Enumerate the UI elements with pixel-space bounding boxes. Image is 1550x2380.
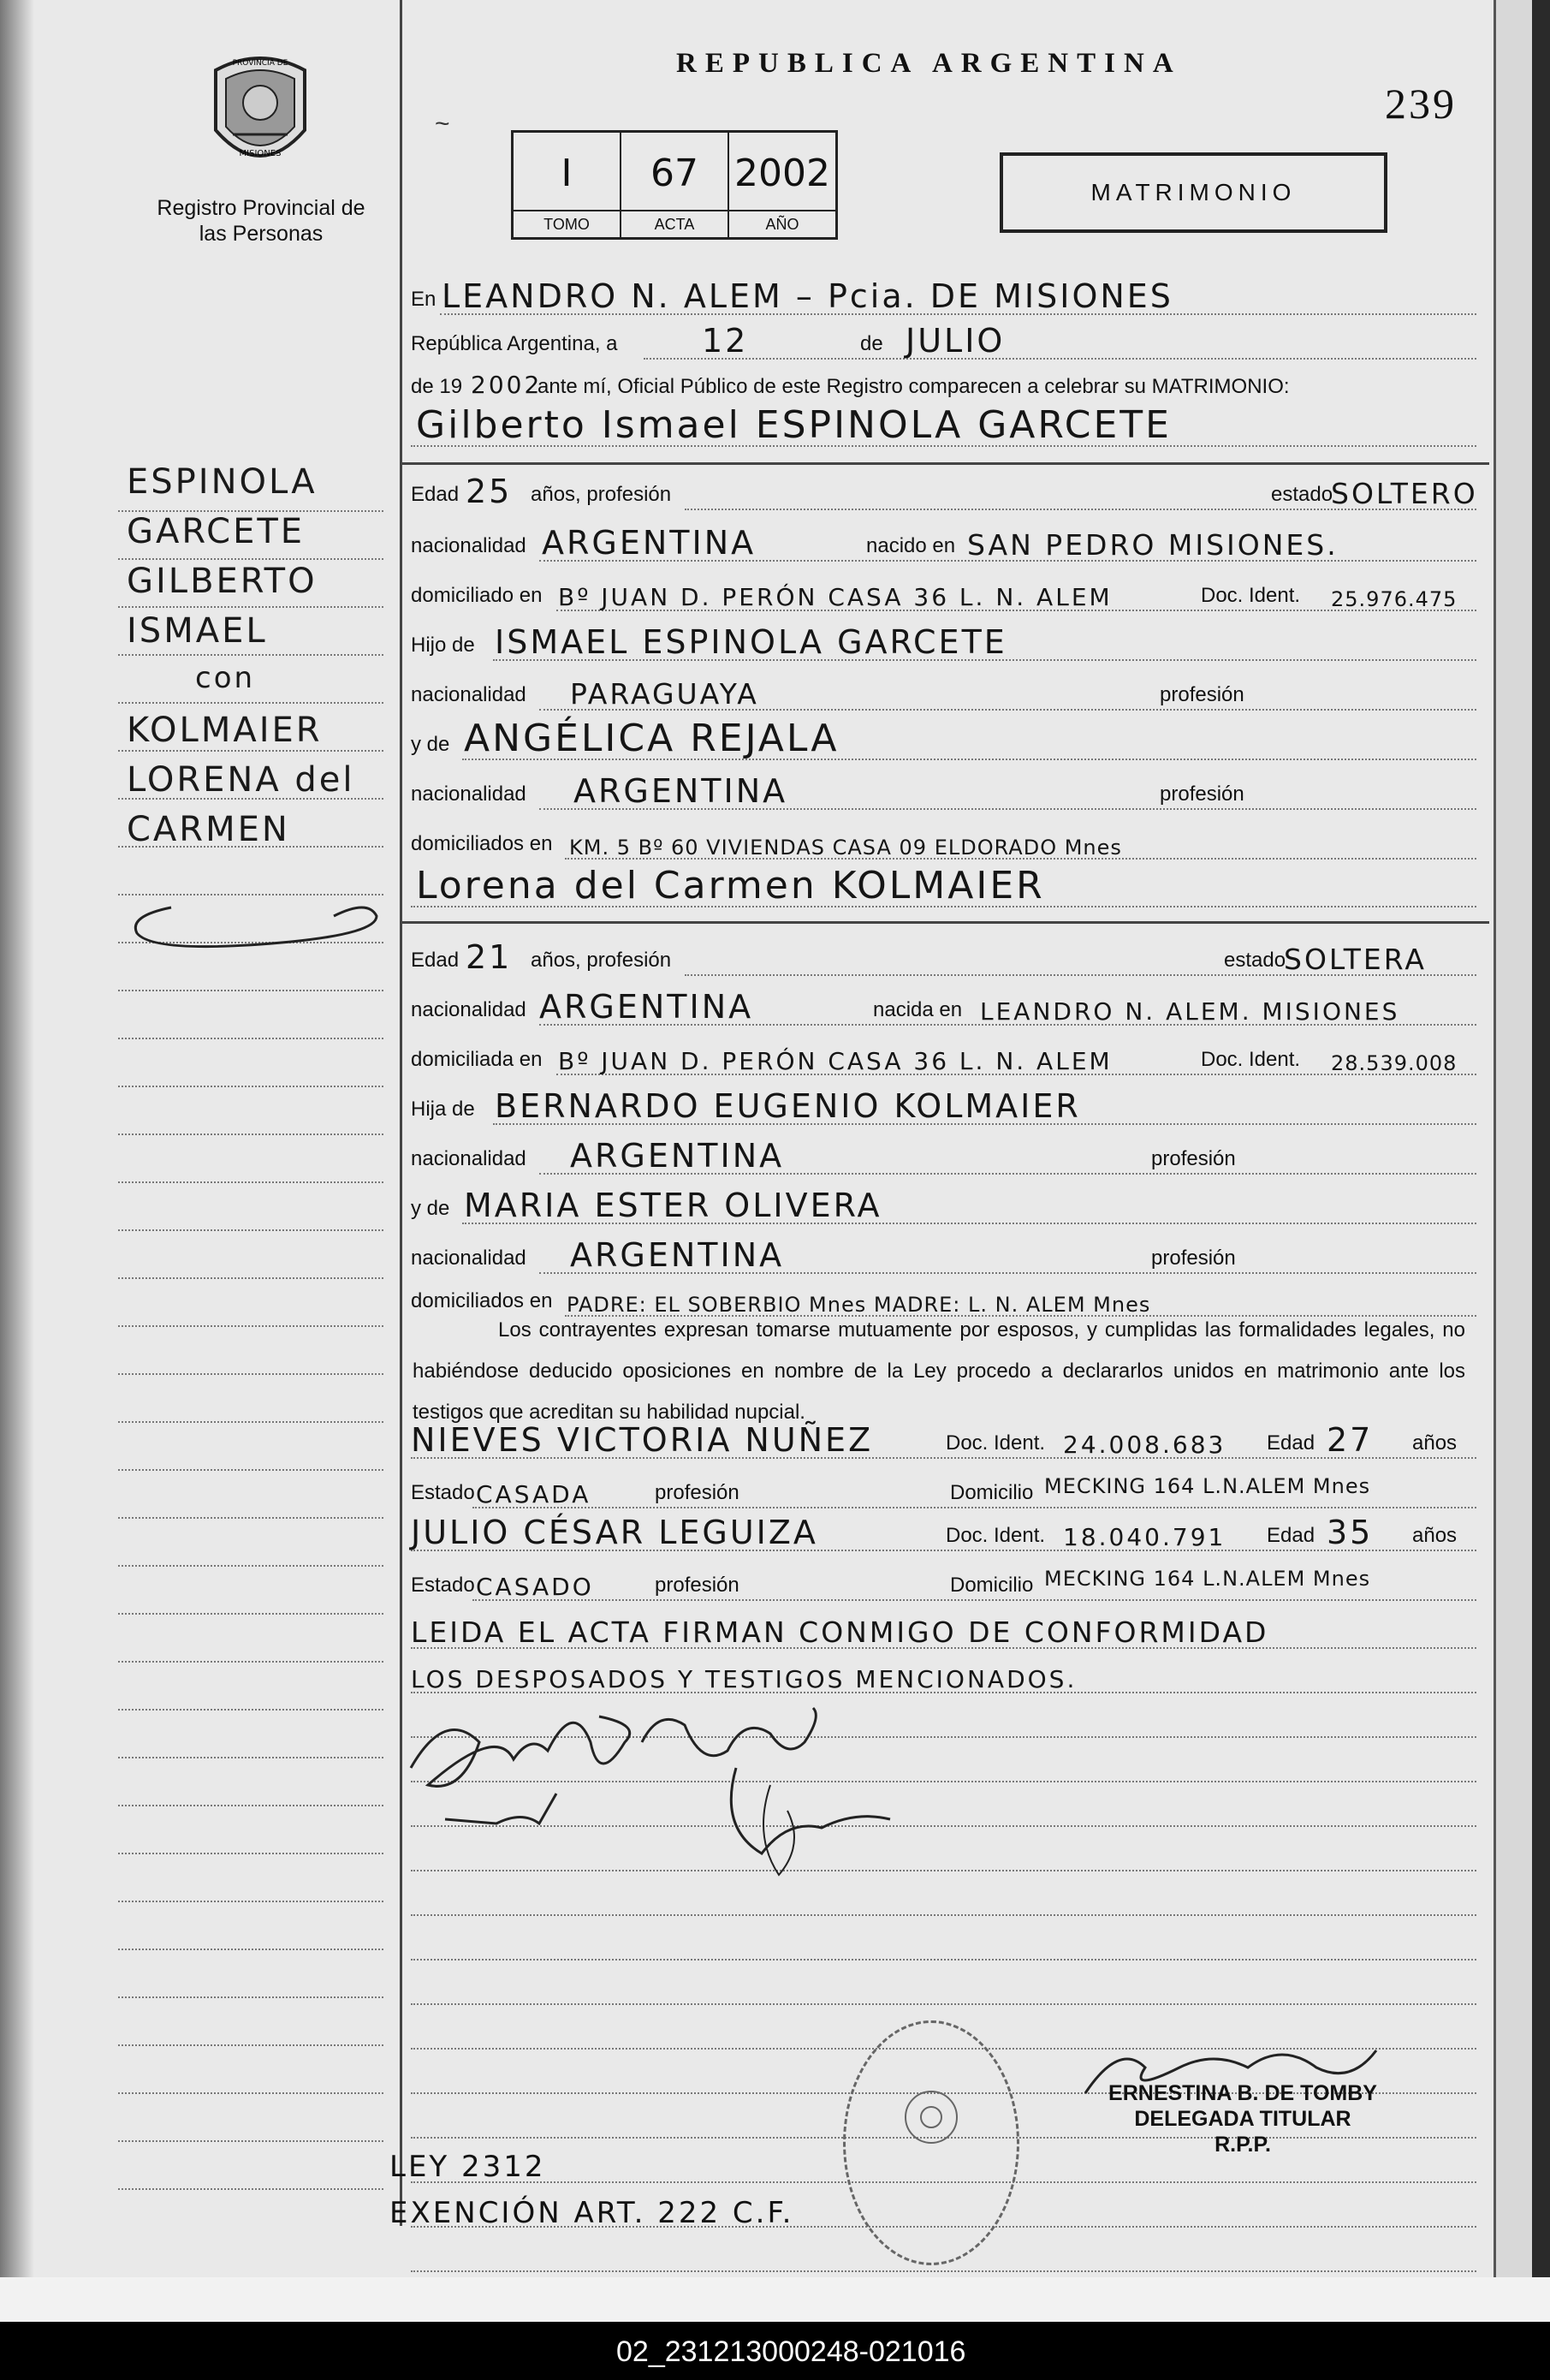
year-prefix: de 19 [411,375,463,398]
groom-father-row [411,618,1476,666]
country-title: REPUBLICA ARGENTINA [676,48,1182,79]
witness1-profesion-label: profesión [655,1481,739,1504]
law-note [389,2144,793,2236]
record-id-box [511,130,838,240]
bride-mother-nat-row [411,1231,1476,1279]
witness1-estado: CASADA [476,1480,591,1508]
witness1-doc-label: Doc. Ident. [946,1431,1046,1455]
witness1-doc: 24.008.683 [1063,1431,1226,1459]
ano-cell [729,133,835,237]
ano-label: AÑO [729,210,835,237]
witness2-row [411,1508,1476,1556]
bride-profesion-label: profesión [1151,1147,1236,1170]
groom-age-row [411,467,1476,515]
witness1-detail-row [411,1466,1476,1514]
closing-line-1: LEIDA EL ACTA FIRMAN CONMIGO DE CONFORMIDAD [411,1615,1269,1649]
groom-father-nat-row [411,668,1476,716]
margin-line-3: GILBERTO [127,562,318,601]
nacido-label: nacido en [866,534,956,557]
margin-line-5: con [195,661,256,695]
witness2-name: JULIO CÉSAR LEGUIZA [411,1514,818,1551]
nacida-label: nacida en [873,998,963,1021]
witness2-detail-row [411,1558,1476,1606]
declaration-text: Los contrayentes expresan tomarse mutuamente por esposos, y cumplidas las formalidades legales, no habiéndose deducido oposiciones en nombre de la Ley procedo a declararlos unidos en matrimonio ante los testigos que acreditan su habilidad nupcial. [413,1318,1465,1424]
margin-flourish [120,890,394,959]
witness2-doc: 18.040.791 [1063,1523,1226,1551]
bride-yde-label: y de [411,1197,450,1220]
groom-edad: 25 [466,473,513,510]
bride-mother-nac-label: nacionalidad [411,1247,526,1270]
closing-row-1 [411,1606,1476,1654]
witness2-estado-label: Estado [411,1574,475,1597]
bride-mother-row [411,1181,1476,1229]
father-nac-label: nacionalidad [411,683,526,706]
groom-parents-dom-row [411,817,1476,865]
witness1-edad: 27 [1327,1421,1374,1459]
acta-value: 67 [650,152,698,195]
closing-line-2: LOS DESPOSADOS Y TESTIGOS MENCIONADOS. [411,1665,1078,1693]
hija-label: Hija de [411,1098,475,1121]
intro-row [411,360,1476,408]
groom-mother-nac: ARGENTINA [573,772,788,810]
witness2-edad-label: Edad [1267,1524,1315,1547]
anos-profesion-label: años, profesión [531,483,672,506]
witness1-domicilio: MECKING 164 L.N.ALEM Mnes [1044,1474,1371,1498]
record-type-box: MATRIMONIO [1000,152,1387,233]
acta-label: ACTA [621,210,727,237]
bride-mother: MARIA ESTER OLIVERA [464,1187,882,1224]
witness2-domicilio-label: Domicilio [950,1574,1034,1597]
groom-nacionalidad: ARGENTINA [542,524,757,562]
groom-doc: 25.976.475 [1331,587,1458,611]
yde-label: y de [411,733,450,756]
mother-nac-label: nacionalidad [411,782,526,806]
crest-text-bottom: MISIONES [239,149,282,158]
groom-father: ISMAEL ESPINOLA GARCETE [495,623,1007,661]
page-edge [1494,0,1532,2277]
bride-age-row [411,933,1476,981]
witness2-domicilio: MECKING 164 L.N.ALEM Mnes [1044,1567,1371,1591]
estado-label: estado [1271,483,1333,506]
bride-nacionalidad: ARGENTINA [539,988,754,1026]
official-org: R.P.P. [1214,2133,1271,2157]
official-seal [843,2020,1019,2265]
bride-domicilio: Bº JUAN D. PERÓN CASA 36 L. N. ALEM [558,1047,1113,1075]
caption-bar [0,2322,1550,2380]
groom-mother: ANGÉLICA REJALA [464,717,840,760]
bride-nacionalidad-label: nacionalidad [411,998,526,1021]
law-note-line-2: EXENCIÓN ART. 222 C.F. [389,2196,794,2230]
witness1-anos-label: años [1412,1431,1458,1455]
margin-line-8: CARMEN [127,810,290,849]
binding-shadow [0,0,34,2277]
witness2-anos-label: años [1412,1524,1458,1547]
registry-name: Registro Provincial de las Personas [157,196,365,246]
page-number: 239 [1385,80,1457,128]
acta-cell [621,133,729,237]
party-signatures [377,1691,976,1896]
bride-estado: SOLTERA [1284,943,1427,976]
declaration-paragraph [413,1310,1465,1433]
domicilio-label: domiciliado en [411,584,543,607]
groom-parents-dom: KM. 5 Bº 60 VIVIENDAS CASA 09 ELDORADO Mnes [569,836,1122,860]
bride-parents-dom-label: domiciliados en [411,1289,553,1312]
groom-estado: SOLTERO [1331,477,1478,510]
profesion-label-2: profesión [1160,782,1244,806]
law-note-line-1: LEY 2312 [389,2150,546,2184]
year-value: 2002 [471,371,543,399]
witness2-profesion-label: profesión [655,1574,739,1597]
day-value: 12 [702,322,749,360]
bride-domicilio-label: domiciliada en [411,1048,543,1071]
margin-line-7: LORENA del [127,760,355,800]
bride-nacida: LEANDRO N. ALEM. MISIONES [980,997,1400,1026]
place-row [411,272,1476,320]
bride-profesion-label-2: profesión [1151,1247,1236,1270]
republic-label: República Argentina, a [411,332,618,355]
groom-father-nac: PARAGUAYA [570,677,759,711]
handwritten-mark: ~ [435,110,450,138]
bride-name-row [411,865,1476,913]
groom-mother-row [411,717,1476,765]
hijo-label: Hijo de [411,634,475,657]
bride-domicile-row [411,1032,1476,1080]
witness2-edad: 35 [1327,1514,1374,1551]
en-label: En [411,288,436,311]
bride-parents-dom: PADRE: EL SOBERBIO Mnes MADRE: L. N. ALEM Mnes [567,1293,1151,1317]
doc-label: Doc. Ident. [1201,584,1301,607]
bride-mother-nac: ARGENTINA [570,1236,785,1274]
month-value: JULIO [906,322,1006,360]
official-title: DELEGADA TITULAR [1134,2107,1351,2131]
tomo-value: I [561,152,573,195]
margin-line-6: KOLMAIER [127,711,323,750]
groom-name: Gilberto Ismael ESPINOLA GARCETE [416,403,1172,447]
groom-domicilio: Bº JUAN D. PERÓN CASA 36 L. N. ALEM [558,583,1113,611]
edad-label: Edad [411,483,460,506]
bride-name: Lorena del Carmen KOLMAIER [416,864,1045,907]
witness1-row [411,1416,1476,1464]
tomo-label: TOMO [514,210,620,237]
witness1-estado-label: Estado [411,1481,475,1504]
seal-crest-icon [846,2074,1017,2171]
bride-father-nac-label: nacionalidad [411,1147,526,1170]
witness1-name: NIEVES VICTORIA NUÑEZ [411,1421,874,1459]
profesion-label: profesión [1160,683,1244,706]
bride-father-nat-row [411,1132,1476,1180]
nacionalidad-label: nacionalidad [411,534,526,557]
intro-text: ante mí, Oficial Público de este Registro comparecen a celebrar su MATRIMONIO: [537,375,1290,398]
bride-father-row [411,1082,1476,1130]
bride-father: BERNARDO EUGENIO KOLMAIER [495,1087,1081,1125]
groom-domicile-row [411,568,1476,616]
bride-edad-label: Edad [411,949,460,972]
witness2-doc-label: Doc. Ident. [946,1524,1046,1547]
official-block [1072,2080,1414,2157]
place-value: LEANDRO N. ALEM – Pcia. DE MISIONES [442,277,1173,315]
province-crest-icon [207,53,313,173]
bride-anos-profesion: años, profesión [531,949,672,972]
ano-value: 2002 [734,152,830,195]
bride-estado-label: estado [1224,949,1286,972]
groom-nationality-row [411,519,1476,567]
witness1-edad-label: Edad [1267,1431,1315,1455]
groom-nacido: SAN PEDRO MISIONES. [967,528,1339,562]
bride-edad: 21 [466,938,513,976]
groom-name-row [411,404,1476,452]
crest-text-top: PROVINCIA DE [232,59,288,68]
date-row [411,317,1476,365]
de-label: de [860,332,883,355]
official-name: ERNESTINA B. DE TOMBY [1108,2081,1377,2105]
margin-line-2: GARCETE [127,512,306,551]
groom-mother-nat-row [411,767,1476,815]
bride-doc: 28.539.008 [1331,1051,1458,1075]
witness1-domicilio-label: Domicilio [950,1481,1034,1504]
bride-nationality-row [411,983,1476,1031]
margin-line-4: ISMAEL [127,611,268,651]
bride-father-nac: ARGENTINA [570,1137,785,1175]
tomo-cell [514,133,621,237]
witness2-estado: CASADO [476,1573,594,1601]
caption-text: 02_231213000248-021016 [616,2335,966,2368]
bride-doc-label: Doc. Ident. [1201,1048,1301,1071]
margin-line-1: ESPINOLA [127,462,318,502]
parents-dom-label: domiciliados en [411,832,553,855]
